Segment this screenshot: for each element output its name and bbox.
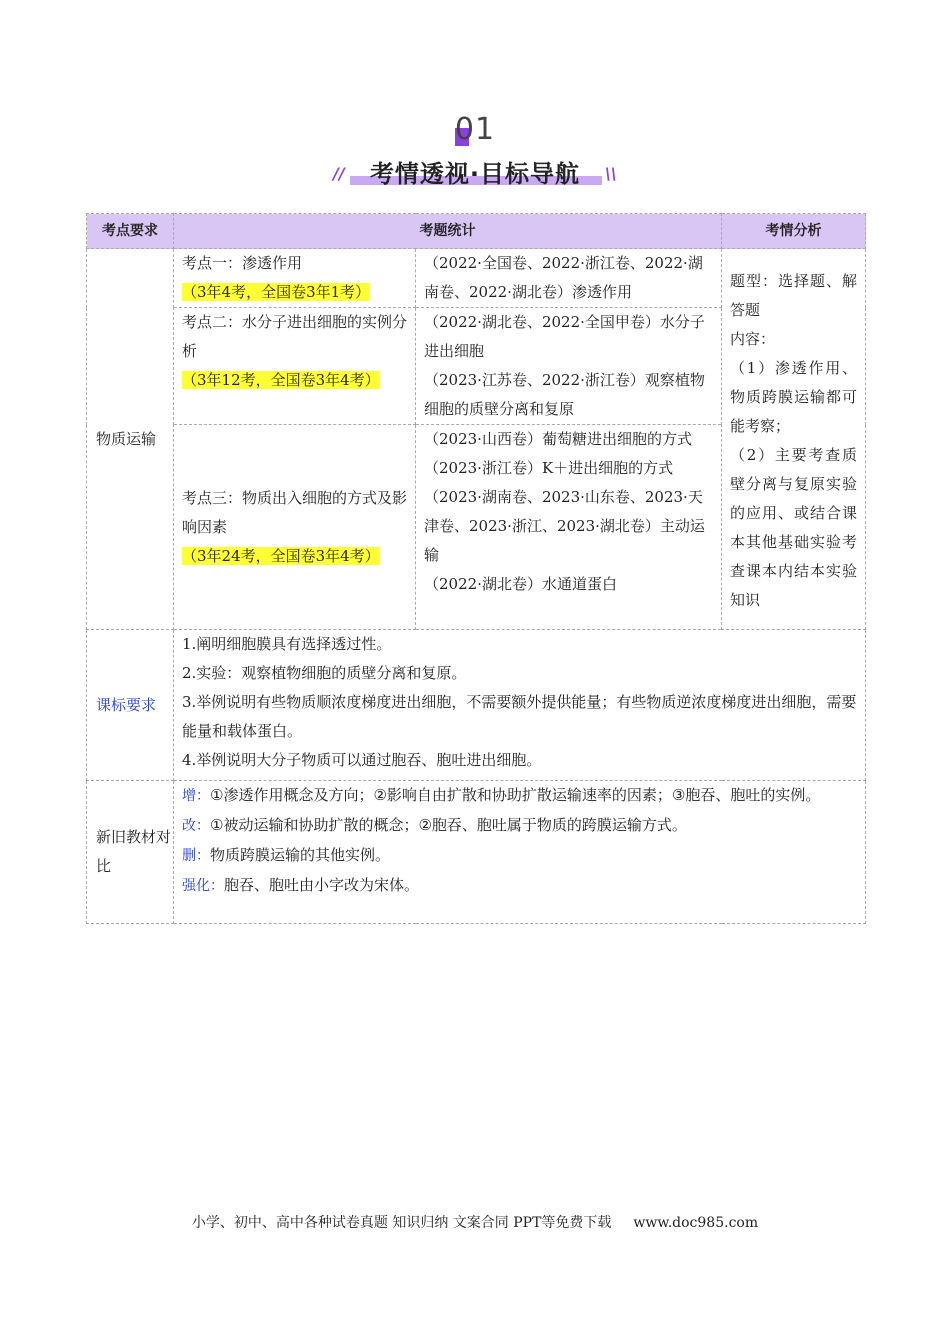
analysis-cell xyxy=(722,249,866,630)
compare-tag-change: 改： xyxy=(182,818,210,834)
row-label-material-transport: 物质运输 xyxy=(87,249,174,630)
analysis-line-4: （2）主要考查质壁分离与复原实验的应用、或结合课本其他基础实验考查课本内结本实验知识 xyxy=(730,446,857,609)
point-3-stats xyxy=(416,425,722,630)
point-2-stats xyxy=(416,308,722,425)
curriculum-item-1: 1.阐明细胞膜具有选择透过性。 xyxy=(182,635,392,653)
curriculum-item-3: 3.举例说明有些物质顺浓度梯度进出细胞，不需要额外提供能量；有些物质逆浓度梯度进出细胞，需要能量和载体蛋白。 xyxy=(182,693,857,740)
page-footer xyxy=(0,1212,950,1232)
analysis-line-3: （1）渗透作用、物质跨膜运输都可能考察； xyxy=(730,359,857,435)
header-statistics: 考题统计 xyxy=(174,214,722,249)
compare-text-change: ①被动运输和协助扩散的概念；②胞吞、胞吐属于物质的跨膜运输方式。 xyxy=(210,816,687,834)
compare-row-add xyxy=(182,781,857,811)
point-3-stat-4: （2022·湖北卷）水通道蛋白 xyxy=(424,575,617,593)
left-slash-decoration: // xyxy=(333,164,345,183)
point-1-count: （3年4考，全国卷3年1考） xyxy=(182,283,371,301)
point-2-stat-2: （2023·江苏卷、2022·浙江卷）观察植物细胞的质壁分离和复原 xyxy=(424,371,705,418)
compare-tag-strengthen: 强化： xyxy=(182,878,224,894)
point-2-cell xyxy=(174,308,416,425)
table-row xyxy=(87,781,866,924)
compare-text-delete: 物质跨膜运输的其他实例。 xyxy=(210,846,391,864)
table-header-row xyxy=(87,214,866,249)
header-requirement: 考点要求 xyxy=(87,214,174,249)
curriculum-item-4: 4.举例说明大分子物质可以通过胞吞、胞吐进出细胞。 xyxy=(182,751,542,769)
compare-row-change xyxy=(182,811,857,841)
analysis-line-2: 内容： xyxy=(730,330,776,348)
point-1-stats xyxy=(416,249,722,308)
point-1-stat-1: （2022·全国卷、2022·浙江卷、2022·湖南卷、2022·湖北卷）渗透作用 xyxy=(424,254,703,301)
point-1-title: 考点一：渗透作用 xyxy=(182,254,303,272)
compare-row-delete xyxy=(182,841,857,871)
point-3-title: 考点三：物质出入细胞的方式及影响因素 xyxy=(182,488,408,536)
compare-tag-delete: 删： xyxy=(182,848,210,864)
section-banner xyxy=(0,110,950,190)
curriculum-item-2: 2.实验：观察植物细胞的质壁分离和复原。 xyxy=(182,664,467,682)
exam-analysis-table xyxy=(86,213,866,924)
point-3-stat-1: （2023·山西卷）葡萄糖进出细胞的方式 xyxy=(424,430,692,448)
point-1-cell xyxy=(174,249,416,308)
analysis-line-1: 题型：选择题、解答题 xyxy=(730,272,857,319)
section-title: 考情透视·目标导航 xyxy=(369,160,581,188)
table-row xyxy=(87,630,866,781)
compare-tag-add: 增： xyxy=(182,788,210,804)
section-number: 01 xyxy=(454,112,496,147)
point-2-count: （3年12考，全国卷3年4考） xyxy=(182,371,380,389)
compare-text-strengthen: 胞吞、胞吐由小字改为宋体。 xyxy=(224,876,420,894)
table-row xyxy=(87,249,866,308)
curriculum-cell xyxy=(174,630,866,781)
textbook-compare-cell xyxy=(174,781,866,924)
row-label-curriculum: 课标要求 xyxy=(87,630,174,781)
compare-text-add: ①渗透作用概念及方向；②影响自由扩散和协助扩散运输速率的因素；③胞吞、胞吐的实例。 xyxy=(210,786,821,804)
point-3-stat-2: （2023·浙江卷）K＋进出细胞的方式 xyxy=(424,459,674,477)
header-analysis: 考情分析 xyxy=(722,214,866,249)
point-3-count: （3年24考，全国卷3年4考） xyxy=(182,546,380,565)
row-label-textbook-compare: 新旧教材对比 xyxy=(87,781,174,924)
point-3-cell xyxy=(174,425,416,630)
footer-text: 小学、初中、高中各种试卷真题 知识归纳 文案合同 PPT等免费下载 xyxy=(191,1215,612,1231)
point-2-title: 考点二：水分子进出细胞的实例分析 xyxy=(182,313,408,360)
right-slash-decoration: \\ xyxy=(605,164,617,183)
point-2-stat-1: （2022·湖北卷、2022·全国甲卷）水分子进出细胞 xyxy=(424,313,705,360)
compare-row-strengthen xyxy=(182,871,857,901)
point-3-stat-3: （2023·湖南卷、2023·山东卷、2023·天津卷、2023·浙江、2023·湖北卷）主动运输 xyxy=(424,488,705,564)
footer-link[interactable]: www.doc985.com xyxy=(633,1215,759,1231)
